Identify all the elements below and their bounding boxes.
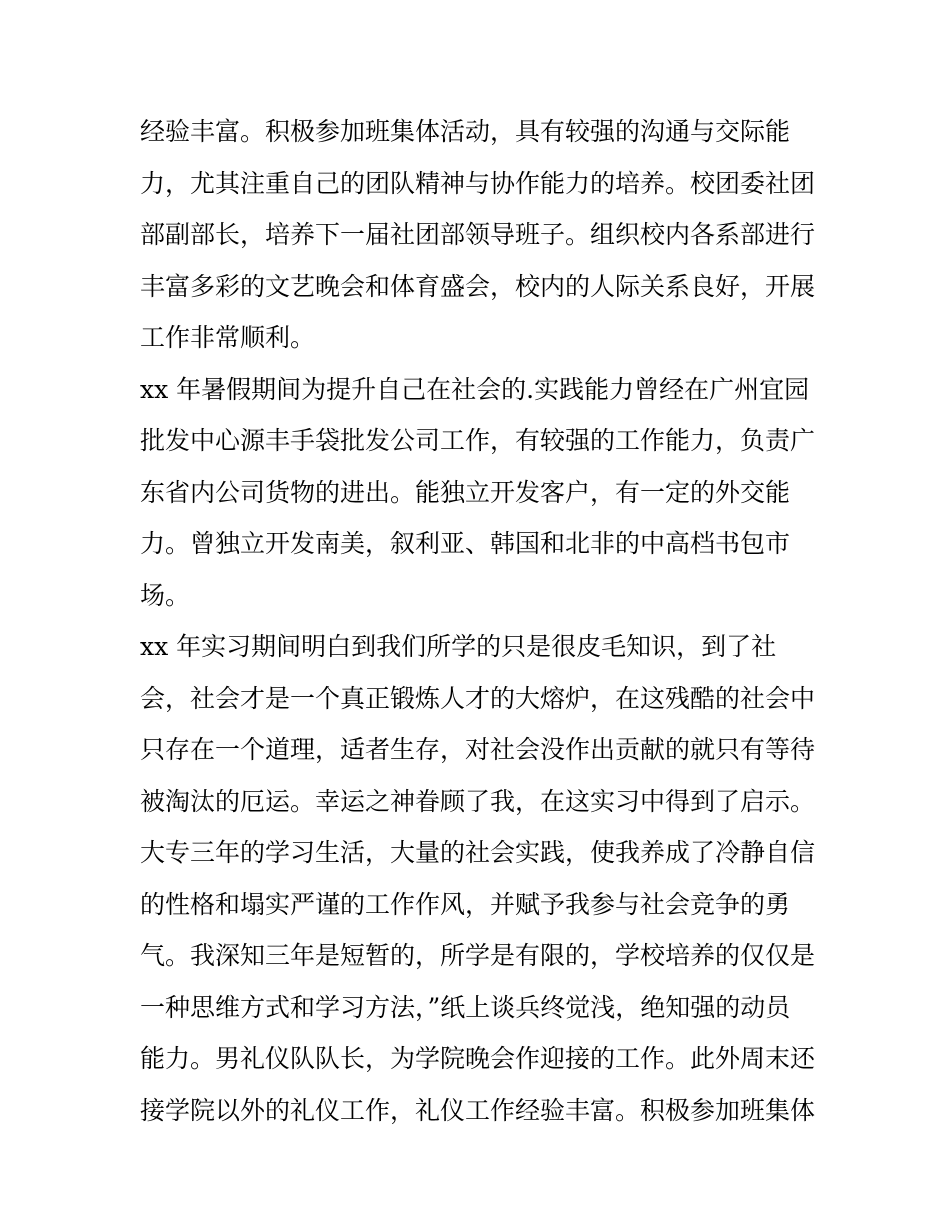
text-line: 力。曾独立开发南美，叙利亚、韩国和北非的中高档书包市 xyxy=(140,529,791,558)
text-line: 工作非常顺利。 xyxy=(140,323,316,352)
document-body xyxy=(140,106,830,1136)
text-line: 经验丰富。积极参加班集体活动，具有较强的沟通与交际能 xyxy=(140,117,791,146)
text-line: 场。 xyxy=(140,580,191,610)
text-line: 的性格和塌实严谨的工作作风，并赋予我参与社会竞争的勇 xyxy=(140,889,791,919)
text-line: 能力。男礼仪队队长，为学院晚会作迎接的工作。此外周末还 xyxy=(140,1044,816,1073)
text-line: 气。我深知三年是短暂的，所学是有限的，学校培养的仅仅是 xyxy=(140,941,816,970)
text-line: xx 年实习期间明白到我们所学的只是很皮毛知识，到了社 xyxy=(140,632,777,661)
text-line: 部副部长，培养下一届社团部领导班子。组织校内各系部进行 xyxy=(140,220,816,249)
text-line: 被淘汰的厄运。幸运之神眷顾了我，在这实习中得到了启示。 xyxy=(140,786,816,816)
text-line: 会，社会才是一个真正锻炼人才的大熔炉，在这残酷的社会中 xyxy=(140,683,816,713)
text-line: 大专三年的学习生活，大量的社会实践，使我养成了冷静自信 xyxy=(140,838,816,867)
text-line: 只存在一个道理，适者生存，对社会没作出贡献的就只有等待 xyxy=(140,735,816,764)
text-line: 东省内公司货物的进出。能独立开发客户，有一定的外交能 xyxy=(140,477,791,507)
text-line: 批发中心源丰手袋批发公司工作，有较强的工作能力，负责广 xyxy=(140,426,816,455)
text-line: 接学院以外的礼仪工作，礼仪工作经验丰富。积极参加班集体 xyxy=(140,1095,816,1125)
text-line: 丰富多彩的文艺晚会和体育盛会，校内的人际关系良好，开展 xyxy=(140,271,816,301)
text-line: 力，尤其注重自己的团队精神与协作能力的培养。校团委社团 xyxy=(140,168,816,198)
text-line: xx 年暑假期间为提升自己在社会的.实践能力曾经在广州宜园 xyxy=(140,374,810,404)
text-line: 一种思维方式和学习方法，”纸上谈兵终觉浅，绝知强的动员 xyxy=(140,992,791,1022)
